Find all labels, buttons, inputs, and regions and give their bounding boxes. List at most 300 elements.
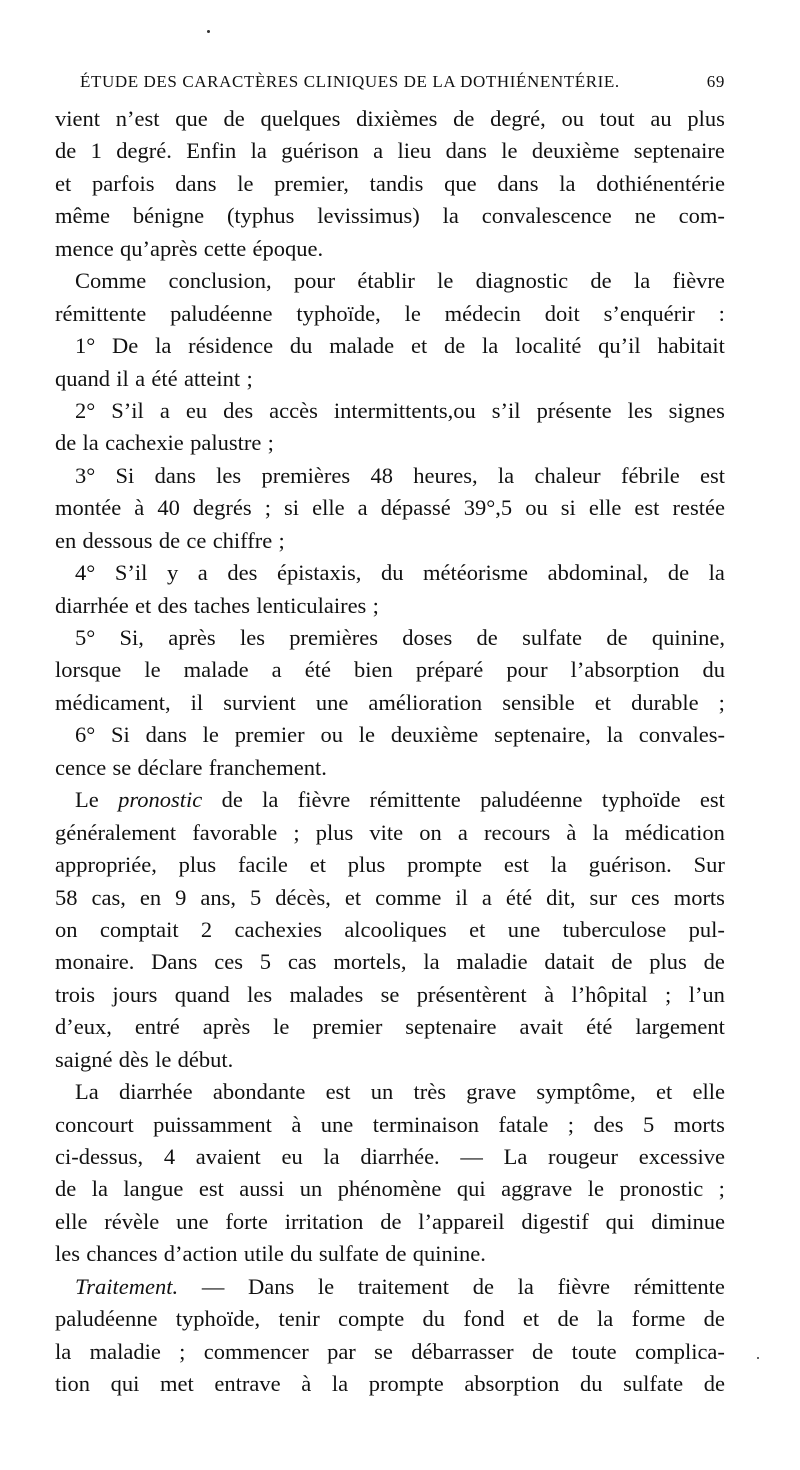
text-line	[55, 525, 725, 557]
word: premier,	[274, 170, 349, 196]
word: et	[656, 1079, 673, 1105]
word: typhoïde	[601, 787, 681, 813]
word: 2	[200, 916, 213, 942]
word: et	[594, 689, 612, 715]
word: de	[667, 560, 690, 586]
word: trois	[55, 981, 96, 1007]
word: la	[155, 333, 172, 359]
word: et	[309, 852, 326, 878]
word: jours	[112, 981, 158, 1007]
word: paludéenne	[55, 1306, 158, 1332]
word: fébrile	[620, 462, 680, 488]
word: cette	[203, 235, 247, 261]
word: a	[135, 365, 146, 391]
word: à	[544, 981, 555, 1007]
word: typhoïde,	[175, 1306, 261, 1332]
word: dessous	[82, 527, 153, 553]
word: taches	[193, 592, 251, 618]
word: dans	[497, 170, 539, 196]
word: de	[223, 106, 245, 131]
word: Dans	[247, 1273, 295, 1299]
word: vient	[55, 106, 100, 131]
word: —	[201, 1273, 225, 1299]
word: rémittente	[55, 300, 147, 326]
word: qu’après	[120, 235, 198, 261]
word: guérison	[281, 138, 359, 164]
word: épistaxis,	[276, 560, 362, 586]
word: comptait	[99, 916, 179, 942]
word: conclusion,	[168, 268, 272, 294]
word: diarrhée	[55, 592, 129, 618]
word: préparé	[415, 657, 484, 683]
word: de	[606, 625, 628, 650]
word: guérison.	[588, 852, 672, 878]
word: a	[159, 397, 170, 423]
word: 39°,5	[463, 495, 513, 521]
word: un	[370, 1079, 394, 1105]
word: ci-dessus,	[55, 1144, 144, 1169]
word: déclare	[137, 754, 203, 780]
word: se	[374, 1338, 393, 1364]
word: s’il	[491, 397, 521, 423]
word: prompte	[368, 1371, 444, 1397]
word: la	[708, 560, 725, 586]
word: forte	[225, 1208, 268, 1234]
word: pour	[293, 268, 336, 294]
text-line	[55, 784, 725, 816]
word: fièvre	[672, 268, 725, 294]
word: entré	[134, 1014, 180, 1040]
text-line	[55, 298, 725, 330]
word: d’action	[163, 1241, 238, 1267]
word: de	[158, 527, 181, 553]
word: l’hôpital	[571, 981, 648, 1007]
word: doses	[402, 625, 453, 650]
word: septenaire	[405, 1014, 497, 1040]
word: deuxième	[390, 722, 479, 748]
word: de	[476, 625, 498, 650]
word: plus	[347, 852, 386, 878]
word: en	[139, 884, 162, 910]
text-line	[55, 557, 725, 589]
word: chances	[86, 1241, 158, 1267]
word: ;	[293, 819, 300, 845]
word: cas,	[91, 884, 126, 910]
word: diarrhée.	[360, 1144, 440, 1169]
text-line	[55, 460, 725, 492]
word: cachexies	[234, 916, 322, 942]
word: il	[455, 884, 468, 910]
word: à	[301, 1371, 312, 1397]
word: abdominal,	[547, 560, 649, 586]
word: toute	[571, 1338, 617, 1364]
word: bien	[354, 657, 393, 683]
word: de	[55, 430, 77, 456]
word: la	[331, 1371, 349, 1397]
word: n’est	[115, 106, 160, 131]
word: saigné	[55, 1046, 113, 1072]
word: été	[151, 365, 178, 391]
word: de	[590, 268, 612, 294]
text-line	[55, 1206, 725, 1238]
word: Enfin	[186, 138, 237, 164]
word: digestif	[521, 1208, 589, 1234]
word: maladie	[456, 949, 528, 975]
word: les	[627, 397, 653, 423]
word: même	[55, 203, 110, 229]
word: et	[469, 916, 486, 942]
word: ;	[264, 495, 271, 521]
word: le	[273, 1014, 290, 1040]
word: absorption	[464, 1371, 560, 1397]
text-line	[55, 914, 725, 946]
word: dans	[154, 462, 196, 488]
word: cas	[287, 949, 317, 975]
word: la	[91, 1176, 108, 1202]
word: grave	[466, 1079, 517, 1105]
word: favorable	[192, 819, 278, 845]
word: la	[423, 949, 440, 975]
word: de	[703, 1371, 725, 1397]
text-line	[55, 330, 725, 362]
word: localité	[515, 333, 582, 359]
word: diagnostic	[475, 268, 569, 294]
word: la	[592, 819, 609, 845]
word: le	[404, 300, 421, 326]
word: a	[373, 138, 384, 164]
word: dothiénentérie	[596, 170, 725, 196]
word: été	[304, 657, 331, 683]
text-line	[55, 395, 725, 427]
word: 1°	[75, 333, 96, 359]
word: eu	[281, 1144, 303, 1169]
word: du	[290, 1241, 313, 1267]
word: à	[134, 495, 145, 521]
word: 4°	[75, 560, 96, 586]
word: lorsque	[55, 657, 122, 683]
word: ;	[278, 527, 285, 553]
word: lenticulaires	[256, 592, 367, 618]
word: le	[501, 138, 518, 164]
word: le	[237, 170, 254, 196]
word: des	[223, 397, 254, 423]
word: la	[606, 722, 623, 748]
word: recours	[484, 819, 551, 845]
word: sulfate	[318, 1241, 379, 1267]
word: levissimus)	[317, 203, 420, 229]
word: comme	[375, 884, 442, 910]
word: 48	[370, 462, 393, 488]
word: puissamment	[153, 1111, 272, 1137]
word: l’absorption	[570, 657, 680, 683]
word: pour	[506, 657, 548, 683]
word: rémittente	[369, 787, 461, 813]
word: début.	[177, 1046, 234, 1072]
word: a	[271, 657, 282, 683]
word: de	[380, 1208, 402, 1234]
word: forme	[631, 1306, 686, 1332]
word: quinine.	[412, 1241, 486, 1267]
word: après	[168, 625, 216, 650]
text-line	[55, 233, 725, 265]
word: paludéenne	[480, 787, 583, 813]
word: dixièmes	[356, 106, 438, 131]
text-line	[55, 817, 725, 849]
word: décès,	[275, 884, 331, 910]
word: compte	[338, 1306, 405, 1332]
word: médecin	[444, 300, 521, 326]
word: est	[503, 852, 529, 878]
text-line	[55, 1109, 725, 1141]
word: du	[579, 1371, 603, 1397]
word: de	[611, 949, 633, 975]
word: et	[344, 884, 362, 910]
word: présentèrent	[416, 981, 527, 1007]
word: vite	[369, 819, 404, 845]
word: d’eux,	[55, 1014, 112, 1040]
word: convalescence	[481, 203, 612, 229]
word: par	[327, 1338, 356, 1364]
word: premier	[312, 1014, 383, 1040]
word: sulfate	[623, 1371, 684, 1397]
word: le	[437, 268, 454, 294]
word: survient	[223, 689, 296, 715]
word: (typhus	[226, 203, 295, 229]
word: époque.	[252, 235, 324, 261]
word: à	[566, 819, 577, 845]
word: des	[157, 592, 188, 618]
word: pronostic	[619, 1176, 704, 1202]
word: ce	[186, 527, 207, 553]
word: et	[135, 592, 152, 618]
word: météorisme	[423, 560, 529, 586]
word: en	[55, 527, 77, 553]
word: les	[216, 462, 242, 488]
word: elle	[692, 1079, 725, 1105]
word: a	[357, 495, 368, 521]
word: elle	[55, 1208, 88, 1234]
word: cachexie	[105, 430, 184, 456]
word: généralement	[55, 819, 177, 845]
word: 5	[259, 949, 272, 975]
text-line	[55, 200, 725, 232]
word: on	[419, 819, 442, 845]
word: de	[221, 787, 243, 813]
text-line	[55, 946, 725, 978]
word: très	[413, 1079, 446, 1105]
word: un	[299, 1176, 323, 1202]
word: traitement	[357, 1273, 450, 1299]
word: signes	[668, 397, 725, 423]
word: la	[482, 333, 499, 359]
word: avaient	[195, 1144, 261, 1169]
word: franchement.	[208, 754, 327, 780]
word: parfois	[91, 170, 155, 196]
word: aggrave	[501, 1176, 573, 1202]
word: été	[505, 884, 533, 910]
word: présente	[536, 397, 612, 423]
word: été	[586, 1014, 613, 1040]
word: La	[503, 1144, 528, 1169]
text-line	[55, 1044, 725, 1076]
word: 4	[163, 1144, 176, 1169]
print-speck	[757, 1357, 759, 1359]
word: de	[532, 1338, 554, 1364]
word: résidence	[188, 333, 274, 359]
word: premier	[234, 722, 305, 748]
word: plus	[687, 106, 725, 131]
word: 1	[90, 138, 102, 164]
word: morts	[673, 1111, 725, 1137]
word: si	[560, 495, 576, 521]
word: heures,	[413, 462, 478, 488]
word: tandis	[369, 170, 424, 196]
word: 58	[55, 884, 78, 910]
word: S’il	[111, 397, 144, 423]
text-line	[55, 882, 725, 914]
word: et	[55, 170, 72, 196]
word: ;	[665, 981, 672, 1007]
text-line	[55, 103, 725, 135]
word: Si	[115, 462, 135, 488]
word: intermittents,ou	[333, 397, 476, 423]
word: 2°	[75, 397, 96, 423]
word: du	[702, 657, 725, 683]
word: qui	[456, 1176, 486, 1202]
word: établir	[357, 268, 415, 294]
word: le	[587, 1176, 604, 1202]
word: ces	[630, 884, 660, 910]
word: qui	[110, 1371, 140, 1397]
word: est	[325, 1079, 351, 1105]
word: plus	[178, 852, 217, 878]
word: on	[55, 916, 78, 942]
word: abondante	[212, 1079, 306, 1105]
word: S’il	[114, 560, 148, 586]
word: qui	[605, 1208, 635, 1234]
word: de	[55, 1176, 77, 1202]
word: Si	[111, 722, 130, 748]
word: maladie	[89, 1338, 161, 1364]
word: de	[703, 1306, 725, 1332]
word: la	[550, 852, 567, 878]
word: Dans	[151, 949, 198, 975]
word: ;	[246, 365, 253, 391]
word: phénomène	[337, 1176, 442, 1202]
word: débarrasser	[411, 1338, 514, 1364]
word: paludéenne	[170, 300, 273, 326]
word: dit,	[546, 884, 576, 910]
word: les	[55, 1241, 80, 1267]
word: durable	[631, 689, 699, 715]
text-line	[55, 492, 725, 524]
word: ou	[561, 106, 584, 131]
word: ou	[525, 495, 548, 521]
word: dans	[445, 138, 487, 164]
word: eu	[185, 397, 208, 423]
word: dès	[118, 1046, 149, 1072]
word: médication	[624, 819, 725, 845]
word: rémittente	[633, 1273, 725, 1299]
word: tion	[55, 1371, 91, 1397]
word: et	[410, 333, 428, 359]
word: a	[481, 884, 492, 910]
text-line	[55, 363, 725, 395]
word: Si,	[119, 625, 144, 650]
word: 3°	[75, 462, 96, 488]
word: tuberculose	[562, 916, 667, 942]
word: la	[82, 430, 99, 456]
text-line	[55, 1076, 725, 1108]
word: Comme	[75, 268, 147, 294]
word: se	[380, 981, 400, 1007]
word: bénigne	[132, 203, 205, 229]
word: accès	[269, 397, 318, 423]
word: entrave	[214, 1371, 281, 1397]
word: morts	[673, 884, 725, 910]
word: la	[633, 268, 651, 294]
word: septenaire,	[494, 722, 591, 748]
word: terminaison	[372, 1111, 479, 1137]
word: ;	[267, 430, 274, 456]
word: ;	[718, 1176, 725, 1202]
word: convales-	[638, 722, 725, 748]
word: appropriée,	[55, 852, 157, 878]
word: cence	[55, 754, 107, 780]
word: il	[190, 689, 204, 715]
word: si	[284, 495, 300, 521]
word: est	[634, 495, 660, 521]
word: 5	[642, 1111, 655, 1137]
word: la	[517, 1273, 534, 1299]
word: la	[250, 138, 267, 164]
word: de	[557, 1306, 579, 1332]
word: du	[289, 333, 313, 359]
text-line	[55, 590, 725, 622]
word: tenir	[278, 1306, 320, 1332]
word: alcooliques	[344, 916, 447, 942]
word: chaleur	[534, 462, 601, 488]
word: médicament,	[55, 689, 171, 715]
word: sensible	[502, 689, 575, 715]
word: aussi	[239, 1176, 285, 1202]
word: rougeur	[548, 1144, 619, 1169]
word: —	[460, 1144, 483, 1169]
word: la	[559, 170, 576, 196]
text-line	[55, 1011, 725, 1043]
word: utile	[243, 1241, 284, 1267]
word: que	[175, 106, 208, 131]
word: l’appareil	[418, 1208, 505, 1234]
word: lieu	[397, 138, 432, 164]
word: le	[358, 722, 376, 748]
word: premières	[261, 462, 351, 488]
word: ;	[372, 592, 379, 618]
word: 40	[157, 495, 180, 521]
word: la	[323, 1144, 340, 1169]
word: ces	[214, 949, 243, 975]
word: diarrhée	[118, 1079, 193, 1105]
word: malade	[329, 333, 395, 359]
word: une	[315, 689, 349, 715]
word: fièvre	[297, 787, 351, 813]
word: :	[718, 300, 725, 326]
word: largement	[635, 1014, 725, 1040]
text-line	[55, 1141, 725, 1173]
word: fièvre	[557, 1273, 611, 1299]
word: elle	[588, 495, 622, 521]
word: est	[198, 1176, 224, 1202]
